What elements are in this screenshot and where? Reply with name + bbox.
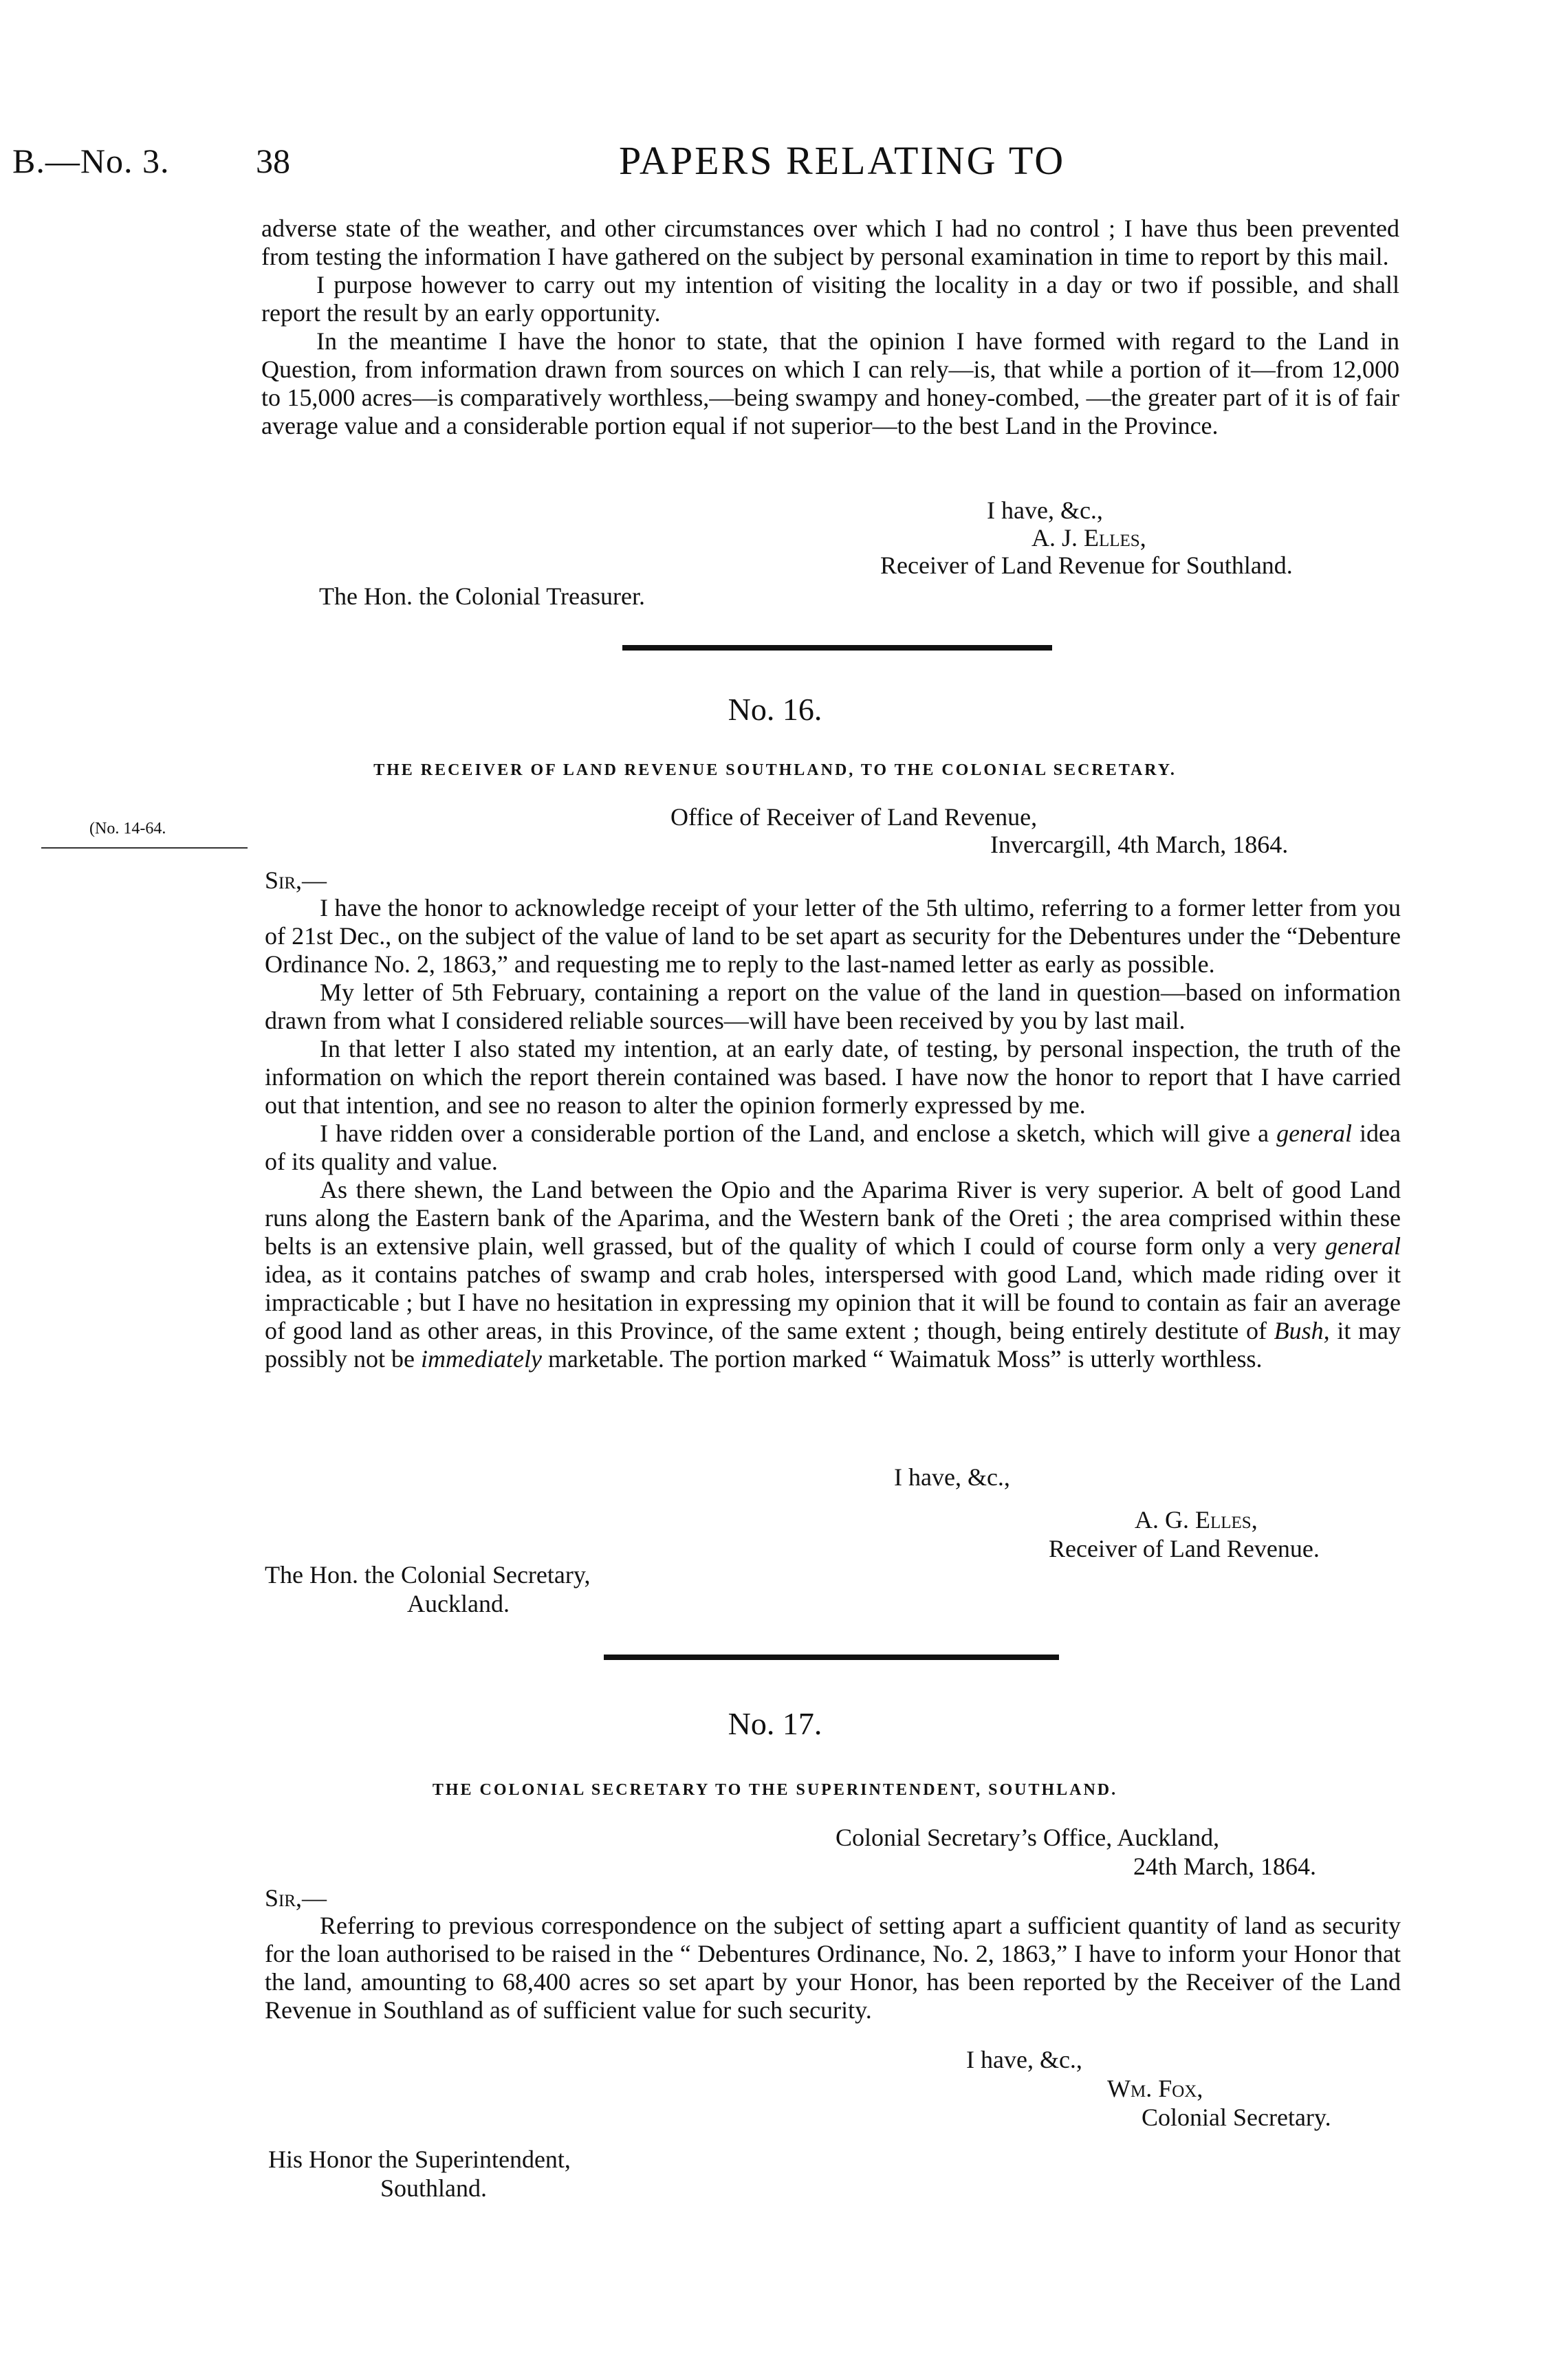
letter15-closing: I have, &c., — [987, 496, 1103, 524]
letter16-addressee-line2: Auckland. — [407, 1590, 510, 1617]
letter16-paragraph: I have ridden over a considerable portion of the Land, and enclose a sketch, which will give a general idea of its quality and value. — [265, 1120, 1401, 1175]
letter16-body — [265, 894, 1401, 1373]
letter17-number: No. 17. — [728, 1706, 822, 1741]
letter16-signer: A. G. Elles, — [1135, 1506, 1258, 1533]
letter17-address-line2: 24th March, 1864. — [1133, 1853, 1316, 1880]
letter17-paragraph: Referring to previous correspondence on the subject of setting apart a sufficient quantity of land as security for the loan authorised to be raised in the “ Debentures Ordinance, No. 2, 1863,” I have to inform your Honor that the land, amounting to 68,400 acres so set apart by your Honor, has been reported by the Receiver of the Land Revenue in Southland as of sufficient value for such security. — [265, 1912, 1401, 2024]
section-divider — [604, 1655, 1059, 1660]
section-divider — [622, 645, 1052, 651]
letter15-paragraph: adverse state of the weather, and other circumstances over which I had no control ; I have thus been prevented from testing the information I have gathered on the subject by personal examination in time to report by this mail. — [261, 215, 1399, 270]
letter16-paragraph: In that letter I also stated my intention, at an early date, of testing, by personal inspection, the truth of the information on which the report therein contained was based. I have now the honor to report that I have carried out that intention, and see no reason to alter the opinion formerly expressed by me. — [265, 1035, 1401, 1119]
letter16-paragraph: My letter of 5th February, containing a report on the value of the land in question—based on information drawn from what I considered reliable sources—will have been received by you by last mail. — [265, 979, 1401, 1034]
letter16-signer-title: Receiver of Land Revenue. — [1049, 1535, 1320, 1562]
letter17-signer: Wm. Fox, — [1107, 2075, 1203, 2102]
letter16-paragraph: As there shewn, the Land between the Opio and the Aparima River is very superior. A belt of good Land runs along the Eastern bank of the Aparima, and the Western bank of the Oreti ; the area comprised within these belts is an extensive plain, well grassed, but of the quality of which I could of course form only a very general idea, as it contains patches of swamp and crab holes, interspersed with good Land, which made riding over it impracticable ; but I have no hesitation in expressing my opinion that it will be found to contain as fair an average of good land as other areas, in this Province, of the same extent ; though, being entirely destitute of Bush, it may possibly not be immediately marketable. The portion marked “ Waimatuk Moss” is utterly worthless. — [265, 1176, 1401, 1373]
letter16-closing: I have, &c., — [894, 1463, 1010, 1491]
letter17-addressee-line2: Southland. — [380, 2174, 488, 2202]
letter17-salutation: Sir,— — [265, 1884, 327, 1912]
letter15-body — [261, 215, 1399, 440]
letter15-signer: A. J. Elles, — [1031, 524, 1146, 552]
letter17-address-line1: Colonial Secretary’s Office, Auckland, — [836, 1824, 1220, 1851]
letter15-addressee: The Hon. the Colonial Treasurer. — [319, 582, 645, 610]
margin-note: (No. 14-64. — [89, 820, 166, 838]
letter17-addressee-line1: His Honor the Superintendent, — [268, 2146, 571, 2173]
letter17-heading: THE COLONIAL SECRETARY TO THE SUPERINTENDENT, SOUTHLAND. — [432, 1781, 1118, 1799]
letter17-closing: I have, &c., — [966, 2046, 1082, 2073]
letter15-signer-title: Receiver of Land Revenue for Southland. — [880, 552, 1293, 579]
margin-rule — [41, 847, 248, 849]
letter16-number: No. 16. — [728, 692, 822, 727]
letter16-address-line2: Invercargill, 4th March, 1864. — [990, 831, 1289, 858]
letter16-heading: THE RECEIVER OF LAND REVENUE SOUTHLAND, TO THE COLONIAL SECRETARY. — [373, 761, 1177, 779]
letter15-paragraph: In the meantime I have the honor to state, that the opinion I have formed with regard to the Land in Question, from information drawn from sources on which I can rely—is, that while a portion of it—from 12,000 to 15,000 acres—is comparatively worthless,—being swampy and honey-combed, —the greater part of it is of fair average value and a considerable portion equal if not superior—to the best Land in the Province. — [261, 327, 1399, 439]
letter16-salutation: Sir,— — [265, 866, 327, 894]
letter16-addressee-line1: The Hon. the Colonial Secretary, — [265, 1561, 591, 1589]
series-label: B.—No. 3. — [12, 142, 170, 180]
letter17-signer-title: Colonial Secretary. — [1142, 2104, 1331, 2131]
page-number: 38 — [256, 142, 290, 180]
letter17-body — [265, 1912, 1401, 2024]
page-title: PAPERS RELATING TO — [619, 138, 1066, 183]
letter15-paragraph: I purpose however to carry out my intention of visiting the locality in a day or two if possible, and shall report the result by an early opportunity. — [261, 271, 1399, 327]
letter16-address-line1: Office of Receiver of Land Revenue, — [670, 803, 1038, 831]
letter16-paragraph: I have the honor to acknowledge receipt of your letter of the 5th ultimo, referring to a former letter from you of 21st Dec., on the subject of the value of land to be set apart as security for the Debentures under the “Debenture Ordinance No. 2, 1863,” and requesting me to reply to the last-named letter as early as possible. — [265, 894, 1401, 978]
